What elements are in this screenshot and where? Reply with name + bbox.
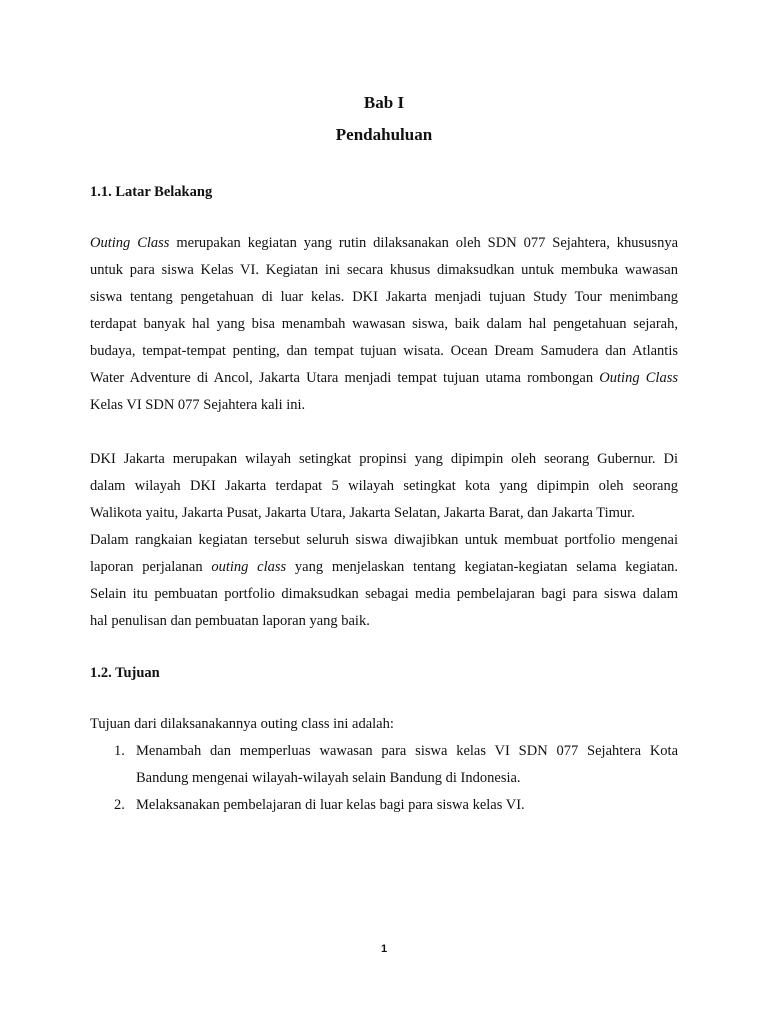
line-text: laporan perjalanan (90, 559, 212, 575)
list-line: Melaksanakan pembelajaran di luar kelas bagi para siswa kelas VI. (136, 797, 525, 813)
line-text: yang menjelaskan tentang kegiatan-kegiatan selama kegiatan. (286, 559, 679, 575)
paragraph-line: Kelas VI SDN 077 Sejahtera kali ini. (90, 397, 306, 413)
paragraph-tujuan-intro (90, 711, 678, 738)
chapter-title: Pendahuluan (335, 125, 433, 144)
paragraph-line: Tujuan dari dilaksanakannya outing class ini adalah: (90, 716, 394, 732)
list-number: 2. (114, 797, 125, 813)
paragraph-line: Selain itu pembuatan portfolio dimaksudkan sebagai media pembelajaran bagi para siswa dalam (90, 586, 678, 602)
paragraph-line: budaya, tempat-tempat penting, dan tempat tujuan wisata. Ocean Dream Samudera dan Atlantis (90, 343, 678, 359)
line-text: Water Adventure di Ancol, Jakarta Utara menjadi tempat tujuan utama rombongan (90, 370, 600, 386)
list-line: Menambah dan memperluas wawasan para siswa kelas VI SDN 077 Sejahtera Kota (136, 743, 678, 759)
italic-term: Outing Class (599, 370, 678, 386)
paragraph-line: untuk para siswa Kelas VI. Kegiatan ini secara khusus dimaksudkan untuk membuka wawasan (90, 262, 678, 278)
objectives-list (90, 738, 678, 819)
paragraph-line: Walikota yaitu, Jakarta Pusat, Jakarta Utara, Jakarta Selatan, Jakarta Barat, dan Jakarta Timur. (90, 505, 635, 521)
list-line: Bandung mengenai wilayah-wilayah selain Bandung di Indonesia. (136, 770, 521, 786)
paragraph-line: hal penulisan dan pembuatan laporan yang baik. (90, 613, 370, 629)
paragraph-line: DKI Jakarta merupakan wilayah setingkat propinsi yang dipimpin oleh seorang Gubernur. Di (90, 451, 678, 467)
paragraph-latar-belakang-2 (90, 446, 678, 635)
list-item (90, 792, 678, 819)
section-heading-latar-belakang: 1.1. Latar Belakang (90, 184, 213, 200)
line-text: merupakan kegiatan yang rutin dilaksanakan oleh SDN 077 Sejahtera, khususnya (169, 235, 679, 251)
list-number: 1. (114, 743, 125, 759)
italic-term: Outing Class (90, 235, 170, 251)
paragraph-latar-belakang-1 (90, 230, 678, 419)
paragraph-line (90, 554, 678, 581)
section-heading-tujuan: 1.2. Tujuan (90, 665, 160, 681)
paragraph-line: dalam wilayah DKI Jakarta terdapat 5 wilayah setingkat kota yang dipimpin oleh seorang (90, 478, 678, 494)
paragraph-line: terdapat banyak hal yang bisa menambah wawasan siswa, baik dalam hal pengetahuan sejarah, (90, 316, 678, 332)
chapter-number: Bab I (363, 93, 405, 112)
paragraph-line (90, 230, 678, 257)
paragraph-line: Dalam rangkaian kegiatan tersebut seluruh siswa diwajibkan untuk membuat portfolio mengenai (90, 532, 678, 548)
paragraph-line: siswa tentang pengetahuan di luar kelas. DKI Jakarta menjadi tujuan Study Tour menimbang (90, 289, 678, 305)
page-number: 1 (380, 943, 388, 955)
paragraph-line (90, 365, 678, 392)
list-item (90, 738, 678, 792)
italic-term: outing class (211, 559, 287, 575)
